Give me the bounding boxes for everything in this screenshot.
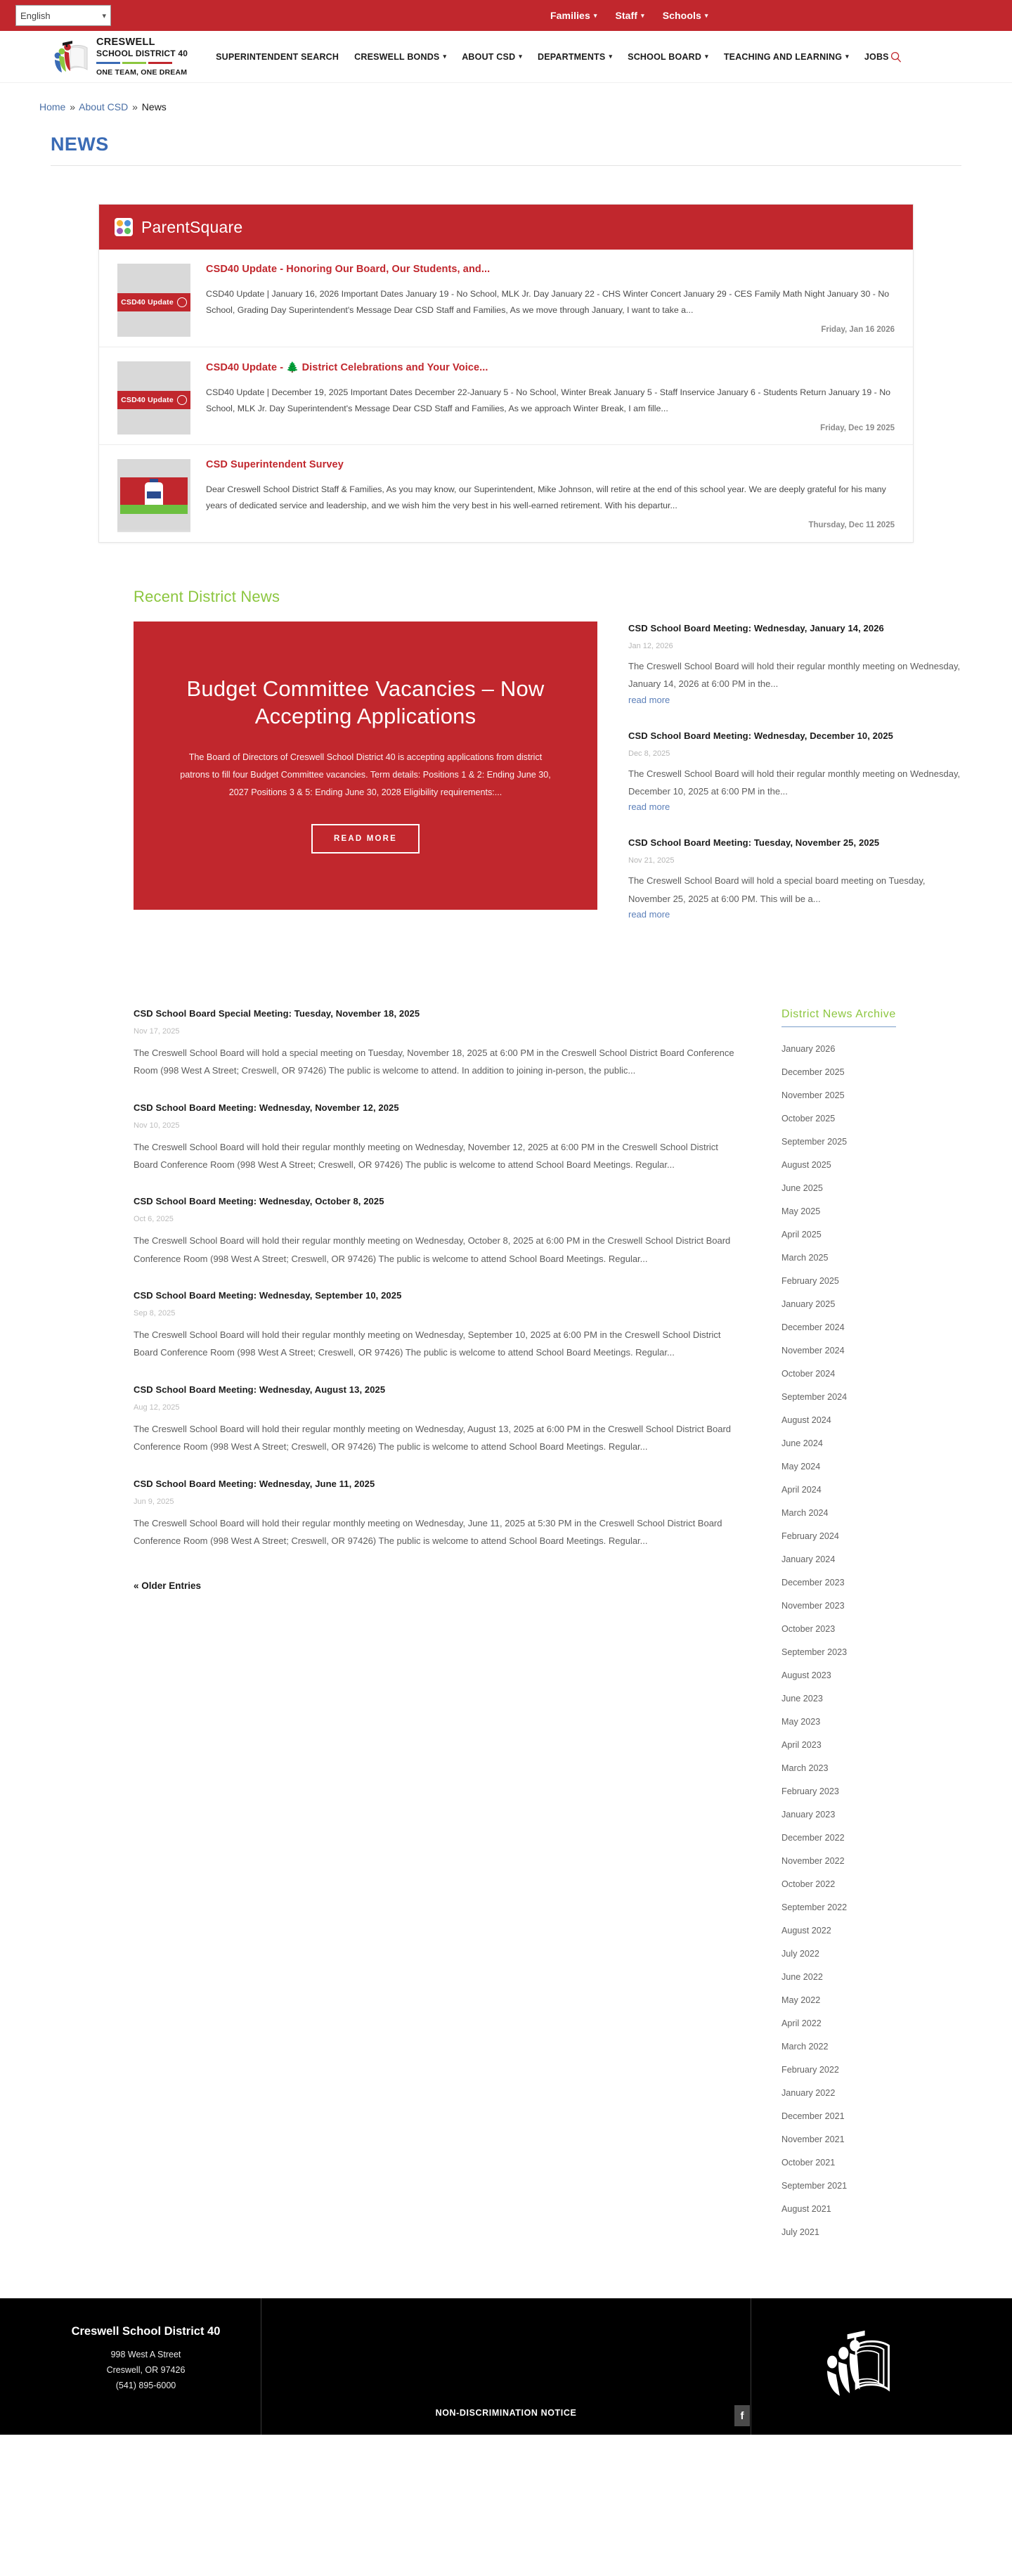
- side-news-title[interactable]: CSD School Board Meeting: Wednesday, December 10, 2025: [628, 730, 893, 741]
- archive-list-item: [781, 1692, 977, 1705]
- parentsquare-item-body: [206, 361, 895, 434]
- archive-month-link[interactable]: October 2024: [781, 1369, 836, 1379]
- parentsquare-panel: [98, 204, 914, 543]
- side-news-read-more-link[interactable]: read more: [628, 801, 670, 813]
- archive-list-item: [781, 1739, 977, 1751]
- logo-line-2: SCHOOL DISTRICT 40: [96, 48, 188, 58]
- archive-list-item: [781, 1599, 977, 1612]
- archive-month-link[interactable]: December 2021: [781, 2111, 845, 2122]
- logo-line-1: CRESWELL: [96, 36, 155, 48]
- archive-list-item: [781, 1344, 977, 1357]
- archive-month-link[interactable]: November 2023: [781, 1601, 845, 1611]
- search-icon[interactable]: [890, 51, 902, 63]
- article-title[interactable]: CSD School Board Meeting: Wednesday, November 12, 2025: [134, 1102, 399, 1113]
- side-news-item: [628, 730, 968, 814]
- archive-list-item: [781, 1414, 977, 1427]
- archive-month-link[interactable]: September 2025: [781, 1137, 848, 1147]
- archive-list-item: [781, 1553, 977, 1566]
- site-header: [0, 31, 1012, 83]
- parentsquare-item[interactable]: [99, 445, 913, 542]
- nav-item-label: SCHOOL BOARD: [628, 51, 702, 62]
- archive-list-item: [781, 2017, 977, 2030]
- archive-list-item: [781, 1994, 977, 2007]
- article-excerpt: The Creswell School Board will hold their regular monthly meeting on Wednesday, November 12, 2025 at 6:00 PM in the Creswell School District Board Conference Room (998 West A Street; Creswell, OR 97426) The public is welcome to attend School Board Meetings. Regular...: [134, 1141, 718, 1171]
- archive-month-link[interactable]: December 2022: [781, 1833, 845, 1843]
- archive-month-link[interactable]: October 2023: [781, 1624, 836, 1635]
- archive-list-item: [781, 1437, 977, 1450]
- top-link-label: Families: [550, 10, 590, 21]
- archive-list-item: [781, 2110, 977, 2123]
- parentsquare-item-excerpt: CSD40 Update | December 19, 2025 Important Dates December 22-January 5 - No School, Winter Break January 5 - Staff Inservice January 6 - Students Return January 19 - No School, MLK Jr. Day Superintendent's Message Dear CSD Staff and Families, As we approach Winter Break, I am fille...: [206, 387, 891, 413]
- featured-news-title: Budget Committee Vacancies – Now Accepting Applications: [186, 676, 545, 729]
- survey-thumbnail-image: [120, 477, 188, 514]
- archive-month-link[interactable]: November 2021: [781, 2134, 845, 2145]
- archive-month-link[interactable]: December 2025: [781, 1067, 845, 1078]
- parentsquare-item[interactable]: [99, 250, 913, 347]
- archive-month-link[interactable]: December 2023: [781, 1578, 845, 1588]
- parentsquare-item-title[interactable]: CSD40 Update - 🌲 District Celebrations and Your Voice...: [206, 362, 488, 373]
- article-excerpt: The Creswell School Board will hold their regular monthly meeting on Wednesday, June 11, 2025 at 5:30 PM in the Creswell School District Board Conference Room (998 West A Street; Creswell, OR 97426) The public is welcome to attend School Board Meetings. Regular...: [134, 1517, 722, 1546]
- archive-list-item: [781, 1298, 977, 1310]
- update-badge: [117, 293, 190, 311]
- chevron-down-icon: ▾: [704, 11, 708, 19]
- district-logo-icon: [51, 37, 90, 77]
- parentsquare-item-title[interactable]: CSD40 Update - Honoring Our Board, Our Students, and...: [206, 264, 491, 275]
- parentsquare-item-body: [206, 459, 895, 532]
- footer-district-name: Creswell School District 40: [71, 2325, 221, 2338]
- archive-month-link[interactable]: March 2023: [781, 1763, 829, 1774]
- parentsquare-item-excerpt: Dear Creswell School District Staff & Families, As you may know, our Superintendent, Mike Johnson, will retire at the end of this school year. We are deeply grateful for his many years of dedicated service and leadership, and we wish him the very best in his well-earned retirement. With his departur...: [206, 484, 886, 510]
- archive-list-item: [781, 1112, 977, 1125]
- article-title[interactable]: CSD School Board Meeting: Wednesday, September 10, 2025: [134, 1290, 402, 1301]
- parentsquare-item-date: Thursday, Dec 11 2025: [808, 520, 895, 529]
- non-discrimination-notice-link[interactable]: NON-DISCRIMINATION NOTICE: [435, 2408, 577, 2419]
- article-item: [134, 1479, 745, 1550]
- nav-item-label: JOBS: [864, 51, 889, 62]
- parentsquare-item-excerpt: CSD40 Update | January 16, 2026 Important Dates January 19 - No School, MLK Jr. Day January 22 - CHS Winter Concert January 29 - CES Family Math Night January 30 - No School, Grading Day Superintendent's Message Dear CSD Staff and Families, As we move through January, I want to take a...: [206, 289, 890, 315]
- archive-list-item: [781, 1576, 977, 1589]
- chevron-down-icon: ▾: [705, 53, 708, 60]
- breadcrumb-current: News: [141, 101, 167, 112]
- archive-month-link[interactable]: May 2023: [781, 1717, 821, 1727]
- archive-list-item: [781, 2087, 977, 2099]
- archive-month-link[interactable]: March 2024: [781, 1508, 829, 1519]
- article-excerpt: The Creswell School Board will hold their regular monthly meeting on Wednesday, September 10, 2025 at 6:00 PM in the Creswell School District Board Conference Room (998 West A Street; Creswell, OR 97426) The public is welcome to attend School Board Meetings. Regular...: [134, 1329, 721, 1358]
- title-divider: [51, 165, 961, 166]
- archive-month-list: [781, 1043, 977, 2239]
- article-item: [134, 1196, 745, 1268]
- side-news-excerpt: The Creswell School Board will hold their regular monthly meeting on Wednesday, December 10, 2025 at 6:00 PM in the...: [628, 768, 961, 797]
- archive-month-link[interactable]: October 2021: [781, 2158, 836, 2168]
- archive-month-link[interactable]: March 2022: [781, 2042, 829, 2052]
- nav-item-label: CRESWELL BONDS: [354, 51, 440, 62]
- archive-month-link[interactable]: April 2023: [781, 1740, 822, 1751]
- article-date: Sep 8, 2025: [134, 1309, 176, 1318]
- article-date: Nov 10, 2025: [134, 1121, 180, 1130]
- parentsquare-item-date: Friday, Dec 19 2025: [820, 423, 895, 432]
- archive-month-link[interactable]: August 2024: [781, 1415, 831, 1426]
- language-select-value: English: [20, 10, 51, 21]
- archive-month-link[interactable]: February 2022: [781, 2065, 839, 2075]
- archive-month-link[interactable]: December 2024: [781, 1322, 845, 1333]
- archive-list-item: [781, 1947, 977, 1960]
- recent-news-heading: Recent District News: [134, 588, 280, 605]
- chevron-down-icon: ▾: [609, 53, 613, 60]
- logo-wordmark: [96, 37, 188, 77]
- archive-list-item: [781, 2040, 977, 2053]
- archive-list-item: [781, 1715, 977, 1728]
- breadcrumb: [0, 83, 1012, 112]
- top-utility-bar: [0, 0, 1012, 31]
- archive-list-item: [781, 1762, 977, 1775]
- side-news-title[interactable]: CSD School Board Meeting: Tuesday, November 25, 2025: [628, 837, 880, 849]
- archive-month-link[interactable]: February 2024: [781, 1531, 839, 1542]
- chevron-down-icon: ▾: [102, 11, 106, 20]
- nav-item-superintendent-search[interactable]: [216, 52, 339, 62]
- article-date: Jun 9, 2025: [134, 1497, 174, 1506]
- archive-list-item: [781, 1901, 977, 1914]
- top-link-staff[interactable]: [615, 10, 644, 21]
- archive-list-item: [781, 1089, 977, 1102]
- footer-address-block: [51, 2298, 261, 2435]
- archive-list-item: [781, 1251, 977, 1264]
- footer-logo-area: [740, 2298, 961, 2435]
- archive-list-item: [781, 1971, 977, 1983]
- article-excerpt: The Creswell School Board will hold their regular monthly meeting on Wednesday, August 13, 2025 at 6:00 PM in the Creswell School District Board Conference Room (998 West A Street; Creswell, OR 97426) The public is welcome to attend School Board Meetings. Regular...: [134, 1423, 732, 1453]
- article-excerpt: The Creswell School Board will hold a special meeting on Tuesday, November 18, 2025 at 6:00 PM in the Creswell School District Board Conference Room (998 West A Street; Creswell, OR 97426) The public is welcome to attend. In addition to joining in-person, the public...: [134, 1048, 734, 1076]
- archive-month-link[interactable]: September 2021: [781, 2181, 848, 2191]
- article-item: [134, 1102, 745, 1174]
- nav-item-jobs[interactable]: [864, 52, 889, 62]
- breadcrumb-home[interactable]: Home: [39, 101, 66, 112]
- archive-month-link[interactable]: May 2025: [781, 1206, 821, 1217]
- chevron-down-icon: ▾: [443, 53, 447, 60]
- logo-tagline: ONE TEAM, ONE DREAM: [96, 67, 188, 77]
- archive-month-link[interactable]: October 2025: [781, 1114, 836, 1124]
- article-item: [134, 1008, 745, 1080]
- parentsquare-logo-icon: [115, 218, 133, 236]
- archive-month-link[interactable]: January 2025: [781, 1299, 836, 1310]
- archive-month-link[interactable]: April 2022: [781, 2018, 822, 2029]
- district-news-archive: [773, 1008, 977, 2249]
- archive-month-link[interactable]: October 2022: [781, 1879, 836, 1890]
- parentsquare-scroll-fade: [99, 529, 913, 542]
- archive-month-link[interactable]: July 2021: [781, 2227, 819, 2238]
- archive-month-link[interactable]: April 2024: [781, 1485, 822, 1495]
- side-news-read-more-link[interactable]: read more: [628, 694, 670, 705]
- archive-list-item: [781, 2203, 977, 2215]
- archive-month-link[interactable]: February 2025: [781, 1276, 839, 1287]
- parentsquare-thumbnail: [117, 264, 190, 337]
- article-item: [134, 1290, 745, 1362]
- district-book-logo-icon: [816, 2324, 897, 2409]
- archive-list-item: [781, 2226, 977, 2239]
- article-title[interactable]: CSD School Board Meeting: Wednesday, June 11, 2025: [134, 1478, 375, 1489]
- nav-item-label: ABOUT CSD: [462, 51, 516, 62]
- update-badge-label: CSD40 Update: [121, 298, 174, 307]
- parentsquare-thumbnail: [117, 361, 190, 434]
- footer-phone: (541) 895-6000: [115, 2381, 176, 2391]
- archive-list-item: [781, 1460, 977, 1473]
- archive-heading: District News Archive: [781, 1008, 896, 1027]
- chevron-down-icon: ▾: [519, 53, 523, 60]
- parentsquare-header: [99, 205, 913, 250]
- breadcrumb-separator: »: [132, 101, 138, 112]
- facebook-glyph: f: [740, 2409, 744, 2422]
- featured-news-card[interactable]: [134, 622, 597, 910]
- archive-month-link[interactable]: June 2023: [781, 1694, 823, 1704]
- archive-list-item: [781, 1623, 977, 1635]
- archive-list-item: [781, 1066, 977, 1078]
- chevron-down-icon: ▾: [593, 11, 597, 19]
- language-select[interactable]: [15, 5, 111, 26]
- side-news-item: [628, 623, 968, 707]
- archive-month-link[interactable]: March 2025: [781, 1253, 829, 1263]
- top-link-label: Schools: [662, 10, 701, 21]
- archive-month-link[interactable]: September 2024: [781, 1392, 848, 1403]
- archive-list-item: [781, 1808, 977, 1821]
- footer-address-line-1: 998 West A Street: [110, 2350, 181, 2360]
- article-date: Oct 6, 2025: [134, 1215, 174, 1224]
- page-title: NEWS: [51, 134, 109, 155]
- nav-item-teaching-and-learning[interactable]: [724, 52, 849, 62]
- side-news-list: [628, 622, 968, 945]
- archive-list-item: [781, 1855, 977, 1867]
- main-navigation: [216, 52, 889, 62]
- archive-list-item: [781, 2063, 977, 2076]
- archive-list-item: [781, 1321, 977, 1334]
- archive-list-item: [781, 2156, 977, 2169]
- parentsquare-thumbnail: [117, 459, 190, 532]
- nav-item-departments[interactable]: [538, 52, 612, 62]
- footer-address-line-2: Creswell, OR 97426: [106, 2365, 186, 2376]
- archive-month-link[interactable]: April 2025: [781, 1230, 822, 1240]
- logo-color-bars: [96, 62, 188, 64]
- archive-list-item: [781, 2179, 977, 2192]
- archive-list-item: [781, 1646, 977, 1659]
- news-archive-section: [35, 1008, 977, 2249]
- archive-month-link[interactable]: January 2024: [781, 1554, 836, 1565]
- archive-list-item: [781, 1831, 977, 1844]
- top-links: [550, 10, 708, 21]
- parentsquare-item-title[interactable]: CSD Superintendent Survey: [206, 459, 344, 470]
- side-news-date: Jan 12, 2026: [628, 642, 673, 650]
- side-news-excerpt: The Creswell School Board will hold their regular monthly meeting on Wednesday, January 14, 2026 at 6:00 PM in the...: [628, 661, 961, 690]
- archive-list-item: [781, 1043, 977, 1055]
- archive-month-link[interactable]: January 2022: [781, 2088, 836, 2099]
- top-link-schools[interactable]: [663, 10, 708, 21]
- article-title[interactable]: CSD School Board Meeting: Wednesday, October 8, 2025: [134, 1196, 384, 1207]
- archive-list-item: [781, 1483, 977, 1496]
- article-date: Nov 17, 2025: [134, 1027, 180, 1036]
- nav-item-school-board[interactable]: [628, 52, 708, 62]
- nav-item-creswell-bonds[interactable]: [354, 52, 446, 62]
- breadcrumb-about-csd[interactable]: About CSD: [79, 101, 129, 112]
- nav-item-label: DEPARTMENTS: [538, 51, 606, 62]
- archive-list-item: [781, 1182, 977, 1194]
- archive-month-link[interactable]: June 2025: [781, 1183, 823, 1194]
- recent-district-news-section: [35, 588, 977, 945]
- parentsquare-item-body: [206, 264, 895, 337]
- archive-list-item: [781, 1530, 977, 1543]
- older-entries-link[interactable]: « Older Entries: [134, 1580, 202, 1592]
- archive-list-item: [781, 1391, 977, 1403]
- side-news-excerpt: The Creswell School Board will hold a special board meeting on Tuesday, November 25, 2025 at 6:00 PM. This will be a...: [628, 875, 926, 904]
- archive-list-item: [781, 1924, 977, 1937]
- article-excerpt: The Creswell School Board will hold their regular monthly meeting on Wednesday, October 8, 2025 at 6:00 PM in the Creswell School District Board Conference Room (998 West A Street; Creswell, OR 97426) The public is welcome to attend School Board Meetings. Regular...: [134, 1235, 731, 1264]
- archive-month-link[interactable]: January 2026: [781, 1044, 836, 1055]
- archive-list-item: [781, 1228, 977, 1241]
- archive-list-item: [781, 2133, 977, 2146]
- footer-middle: [261, 2298, 751, 2435]
- side-news-item: [628, 837, 968, 921]
- archive-list-item: [781, 1785, 977, 1798]
- read-more-button[interactable]: READ MORE: [311, 824, 420, 854]
- side-news-read-more-link[interactable]: read more: [628, 909, 670, 920]
- archive-month-link[interactable]: June 2022: [781, 1972, 823, 1983]
- parentsquare-title: ParentSquare: [141, 217, 243, 236]
- archive-month-link[interactable]: November 2025: [781, 1090, 845, 1101]
- circle-icon: [177, 395, 187, 405]
- parentsquare-item[interactable]: [99, 347, 913, 445]
- archive-month-link[interactable]: July 2022: [781, 1949, 819, 1959]
- archive-list-item: [781, 1159, 977, 1171]
- site-footer: [0, 2298, 1012, 2435]
- archive-list-item: [781, 1275, 977, 1287]
- archive-month-link[interactable]: August 2021: [781, 2204, 831, 2215]
- archive-month-link[interactable]: September 2023: [781, 1647, 848, 1658]
- nav-item-about-csd[interactable]: [462, 52, 522, 62]
- archive-month-link[interactable]: January 2023: [781, 1810, 836, 1820]
- update-badge-label: CSD40 Update: [121, 396, 174, 404]
- article-title[interactable]: CSD School Board Meeting: Wednesday, August 13, 2025: [134, 1384, 386, 1395]
- facebook-icon[interactable]: [734, 2405, 750, 2426]
- archive-list-item: [781, 1135, 977, 1148]
- nav-item-label: TEACHING AND LEARNING: [723, 51, 843, 62]
- chevron-down-icon: ▾: [641, 11, 644, 19]
- update-badge: [117, 391, 190, 409]
- archive-month-link[interactable]: November 2024: [781, 1346, 845, 1356]
- side-news-date: Nov 21, 2025: [628, 856, 675, 865]
- nav-item-label: SUPERINTENDENT SEARCH: [216, 51, 339, 62]
- top-link-families[interactable]: [550, 10, 597, 21]
- archive-month-link[interactable]: February 2023: [781, 1786, 839, 1797]
- archive-month-link[interactable]: June 2024: [781, 1438, 823, 1449]
- article-list: [134, 1008, 745, 1592]
- archive-month-link[interactable]: May 2024: [781, 1462, 821, 1472]
- top-link-label: Staff: [615, 10, 638, 21]
- archive-list-item: [781, 1205, 977, 1218]
- featured-news-excerpt: The Board of Directors of Creswell School District 40 is accepting applications from district patrons to fill four Budget Committee vacancies. Term details: Positions 1 & 2: Ending June 30, 2027 Positions 3 & 5: Ending June 30, 2028 Eligibility requirements:...: [180, 752, 551, 798]
- archive-list-item: [781, 1669, 977, 1682]
- archive-month-link[interactable]: August 2025: [781, 1160, 831, 1171]
- archive-month-link[interactable]: November 2022: [781, 1856, 845, 1867]
- article-date: Aug 12, 2025: [134, 1403, 180, 1412]
- circle-icon: [177, 297, 187, 307]
- archive-list-item: [781, 1507, 977, 1519]
- archive-month-link[interactable]: August 2023: [781, 1670, 831, 1681]
- site-logo[interactable]: [51, 37, 188, 77]
- side-news-title[interactable]: CSD School Board Meeting: Wednesday, January 14, 2026: [628, 623, 884, 633]
- archive-month-link[interactable]: May 2022: [781, 1995, 821, 2006]
- breadcrumb-separator: »: [70, 101, 76, 112]
- archive-month-link[interactable]: August 2022: [781, 1926, 831, 1936]
- archive-month-link[interactable]: September 2022: [781, 1902, 848, 1913]
- article-title[interactable]: CSD School Board Special Meeting: Tuesday, November 18, 2025: [134, 1008, 420, 1019]
- archive-list-item: [781, 1878, 977, 1891]
- article-item: [134, 1384, 745, 1456]
- chevron-down-icon: ▾: [845, 53, 849, 60]
- archive-list-item: [781, 1367, 977, 1380]
- side-news-date: Dec 8, 2025: [628, 749, 670, 758]
- parentsquare-item-date: Friday, Jan 16 2026: [821, 325, 895, 334]
